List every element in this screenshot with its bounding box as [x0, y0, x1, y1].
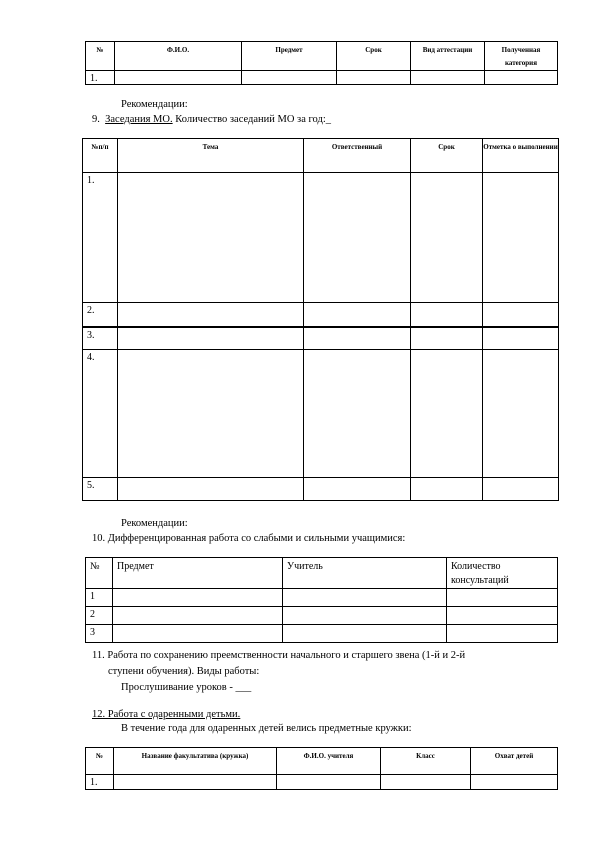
- section-number: 9.: [92, 114, 100, 125]
- table-cell[interactable]: [447, 589, 558, 607]
- header-term: Срок: [337, 42, 411, 71]
- table-cell[interactable]: [118, 173, 304, 303]
- table-cell[interactable]: [283, 607, 447, 625]
- table-cell[interactable]: [447, 625, 558, 643]
- table-row: [86, 625, 558, 643]
- header-teacher-fio: Ф.И.О. учителя: [277, 748, 381, 775]
- table-row: [86, 589, 558, 607]
- table-cell[interactable]: [283, 625, 447, 643]
- table-row: [83, 173, 559, 303]
- meetings-table: [82, 138, 559, 501]
- table-cell[interactable]: [337, 71, 411, 85]
- differentiated-work-table: [85, 557, 558, 643]
- section-10-heading: 10. Дифференцированная работа со слабыми и сильными учащимися:: [92, 533, 406, 544]
- table-row: [83, 478, 559, 501]
- section-11-heading-cont: ступени обучения). Виды работы:: [108, 666, 260, 677]
- table-cell[interactable]: [485, 71, 558, 85]
- header-number: №: [86, 42, 115, 71]
- table-cell[interactable]: [113, 625, 283, 643]
- table-cell[interactable]: [411, 478, 483, 501]
- row-number: 5.: [83, 478, 118, 501]
- row-number: 2: [86, 607, 113, 625]
- table-cell[interactable]: [304, 478, 411, 501]
- table-cell[interactable]: [113, 589, 283, 607]
- attestation-table: [85, 41, 558, 85]
- header-term: Срок: [411, 139, 483, 173]
- table-row: [83, 303, 559, 327]
- recommendations-label: Рекомендации:: [121, 518, 188, 529]
- header-responsible: Ответственный: [304, 139, 411, 173]
- table-cell[interactable]: [483, 327, 559, 350]
- section-text: Количество заседаний МО за год:_: [172, 114, 331, 125]
- table-cell[interactable]: [411, 327, 483, 350]
- header-club-name: Название факультатива (кружка): [114, 748, 277, 775]
- row-number: 4.: [83, 350, 118, 478]
- table-cell[interactable]: [113, 607, 283, 625]
- table-cell[interactable]: [115, 71, 242, 85]
- table-cell[interactable]: [118, 478, 304, 501]
- table-cell[interactable]: [114, 775, 277, 790]
- header-attestation-type: Вид аттестации: [411, 42, 485, 71]
- header-topic: Тема: [118, 139, 304, 173]
- table-cell[interactable]: [304, 173, 411, 303]
- header-number: №: [86, 748, 114, 775]
- header-coverage: Охват детей: [471, 748, 558, 775]
- table-cell[interactable]: [483, 478, 559, 501]
- section-9-heading: [92, 113, 331, 126]
- header-fio: Ф.И.О.: [115, 42, 242, 71]
- row-number: 3: [86, 625, 113, 643]
- section-12-text: В течение года для одаренных детей велись предметные кружки:: [121, 723, 412, 734]
- table-row: [86, 607, 558, 625]
- table-cell[interactable]: [483, 303, 559, 327]
- section-title: Заседания МО.: [105, 114, 173, 125]
- table-cell[interactable]: [411, 71, 485, 85]
- header-category: Полученная категория: [485, 42, 558, 71]
- table-cell[interactable]: [381, 775, 471, 790]
- table-cell[interactable]: [471, 775, 558, 790]
- table-cell[interactable]: [483, 173, 559, 303]
- header-number: №: [86, 558, 113, 589]
- section-11-heading: 11. Работа по сохранению преемственности начального и старшего звена (1-й и 2-й: [92, 650, 466, 661]
- table-row: [83, 350, 559, 478]
- header-consultations: Количество консультаций: [447, 558, 558, 589]
- table-row: [83, 327, 559, 350]
- header-teacher: Учитель: [283, 558, 447, 589]
- section-12-heading: 12. Работа с одаренными детьми.: [92, 709, 241, 720]
- row-number: 1.: [86, 71, 115, 85]
- row-number: 2.: [83, 303, 118, 327]
- row-number: 1: [86, 589, 113, 607]
- header-completion-mark: Отметка о выполнении: [483, 139, 559, 173]
- header-subject: Предмет: [242, 42, 337, 71]
- table-cell[interactable]: [118, 350, 304, 478]
- table-cell[interactable]: [304, 327, 411, 350]
- header-subject: Предмет: [113, 558, 283, 589]
- table-cell[interactable]: [447, 607, 558, 625]
- table-cell[interactable]: [483, 350, 559, 478]
- table-cell[interactable]: [242, 71, 337, 85]
- lesson-observation-line: Прослушивание уроков - ___: [121, 682, 252, 693]
- recommendations-label: Рекомендации:: [121, 99, 188, 110]
- table-cell[interactable]: [304, 303, 411, 327]
- table-cell[interactable]: [118, 303, 304, 327]
- table-cell[interactable]: [411, 173, 483, 303]
- table-cell[interactable]: [411, 303, 483, 327]
- header-class: Класс: [381, 748, 471, 775]
- gifted-children-table: [85, 747, 558, 790]
- row-number: 1.: [83, 173, 118, 303]
- row-number: 1.: [86, 775, 114, 790]
- table-cell[interactable]: [304, 350, 411, 478]
- table-row: [86, 775, 558, 790]
- table-row: [86, 71, 558, 85]
- table-cell[interactable]: [277, 775, 381, 790]
- table-cell[interactable]: [118, 327, 304, 350]
- table-cell[interactable]: [283, 589, 447, 607]
- row-number: 3.: [83, 327, 118, 350]
- table-cell[interactable]: [411, 350, 483, 478]
- header-number: №п/п: [83, 139, 118, 173]
